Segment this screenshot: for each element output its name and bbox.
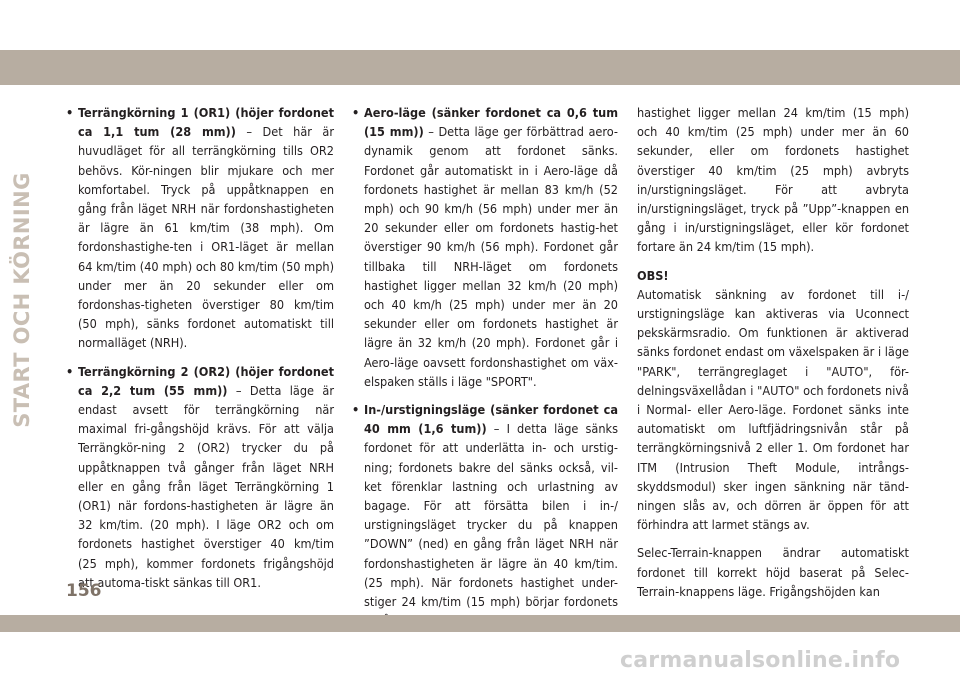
item-lead: Terrängkörning 1 (OR1) (höjer fordonet ca 1,1 tum (28 mm)) <box>78 105 334 140</box>
continuation-paragraph: hastighet ligger mellan 24 km/tim (15 mph) och 40 km/tim (25 mph) under mer än 60 sekunder, eller om fordonets hastighet överstiger 40 km/tim (25 mph) avbryts in/urstigningsläget. För att avbryta in/urstigningsläget, tryck på ”Upp”-knappen en gång i in/urstigningsläget, eller kör fordonet fortare än 24 km/tim (15 mph). <box>637 105 909 255</box>
list-item <box>352 103 618 391</box>
footer-band <box>0 615 960 632</box>
item-text: – Detta läge är endast avsett för terrängkörning när maximal fri-gångshöjd krävs. För att välja Terrängkör-ning 2 (OR2) trycker du på uppåtknappen två gånger från läget NRH eller en gång från läget Terrängkörning 1 (OR1) när fordons-hastigheten är lägre än 32 km/tim. (20 mph). I läge OR2 och om fordonets hastighet överstiger 40 km/tim (25 mph), kommer fordonets frigångshöjd att automa-tiskt sänkas till OR1. <box>78 382 334 590</box>
watermark-text: carmanualsonline.info <box>620 648 901 673</box>
bullet: • <box>352 402 360 418</box>
page-number: 156 <box>66 581 102 601</box>
list-item <box>66 103 334 353</box>
list-item <box>352 400 618 630</box>
header-band <box>0 50 960 85</box>
item-text: – I detta läge sänks fordonet för att underlätta in- och urstig-ning; fordonets bakre del sänks också, vil-ket förenklar lastning och urlastning av bagage. För att försätta bilen i in-/ urstigningsläget trycker du på knappen ”DOWN” (ned) en gång från läget NRH när fordonshastigheten är lägre än 40 km/tim. (25 mph). När fordonets hastighet under-stiger 24 km/tim (15 mph) börjar fordonets <box>364 421 619 610</box>
list-item <box>66 362 334 592</box>
text-column-3 <box>637 103 909 610</box>
item-text: – Detta läge ger förbättrad aero-dynamik genom att fordonet sänks. Fordonet går automatiskt in i Aero-läge då fordonets hastighet är mellan 83 km/h (52 mph) och 90 km/h (56 mph) under mer än 20 sekunder eller om fordonets hastig-het överstiger 90 km/h (56 mph). Fordonet går tillbaka till NRH-läget om fordonets hastighet ligger mellan 32 km/h (20 mph) och 40 km/h (25 mph) under mer än 20 sekunder eller om fordonets hastighet är lägre än 32 km/h (20 mph). Fordonet går i Aero-läge oavsett fordonshastighet om väx-elspaken ställs i läge "SPORT". <box>364 124 618 389</box>
text-column-2 <box>352 103 618 639</box>
item-lead: Terrängkörning 2 (OR2) (höjer fordonet ca 2,2 tum (55 mm)) <box>78 363 334 398</box>
item-lead: In-/urstigningsläge (sänker fordonet ca 40 mm (1,6 tum)) <box>364 402 618 437</box>
bullet: • <box>66 363 74 379</box>
item-lead: Aero-läge (sänker fordonet ca 0,6 tum (15 mm)) <box>364 105 618 140</box>
note-heading: OBS! <box>637 267 669 283</box>
text-column-1 <box>66 103 334 601</box>
bullet: • <box>66 105 74 120</box>
final-paragraph: Selec-Terrain-knappen ändrar automatiskt fordonet till korrekt höjd baserat på Selec-Terrain-knappens läge. Frigångshöjden kan <box>637 545 909 599</box>
note-paragraph: Automatisk sänkning av fordonet till i-/ urstigningsläge kan aktiveras via Uconnect pekskärmsradio. Om funktionen är aktiverad sänks fordonet endast om växelspaken är i läge "PARK", terrängreglaget i "AUTO", för-delningsväxellådan i "AUTO" och fordonets nivå i Normal- eller Aero-läge. Fordonet sänks inte automatiskt om luftfjädringsnivån står på terrängkörningsnivå 2 eller 1. Om fordonet har ITM (Intrusion Theft Module, intrångs-skyddsmodul) sker ingen sänkning när tänd-ningen slås av, och dörren är öppen för att förhindra att larmet stängs av. <box>637 286 909 533</box>
item-text: – Det här är huvudläget för all terrängkörning tills OR2 behövs. Kör-ningen blir mjukare och mer komfortabel. Tryck på uppåtknappen en gång från läget NRH när fordonshastigheten är lägre än 61 km/tim (38 mph). Om fordonshastighe-ten i OR1-läget är mellan 64 km/tim (40 mph) och 80 km/tim (50 mph) under mer än 20 sekunder eller om fordonshas-tigheten överstiger 80 km/tim (50 mph), sänks fordonet automatiskt till normalläget (NRH). <box>78 124 334 351</box>
section-label: START OCH KÖRNING <box>10 172 34 428</box>
bullet: • <box>352 105 360 120</box>
